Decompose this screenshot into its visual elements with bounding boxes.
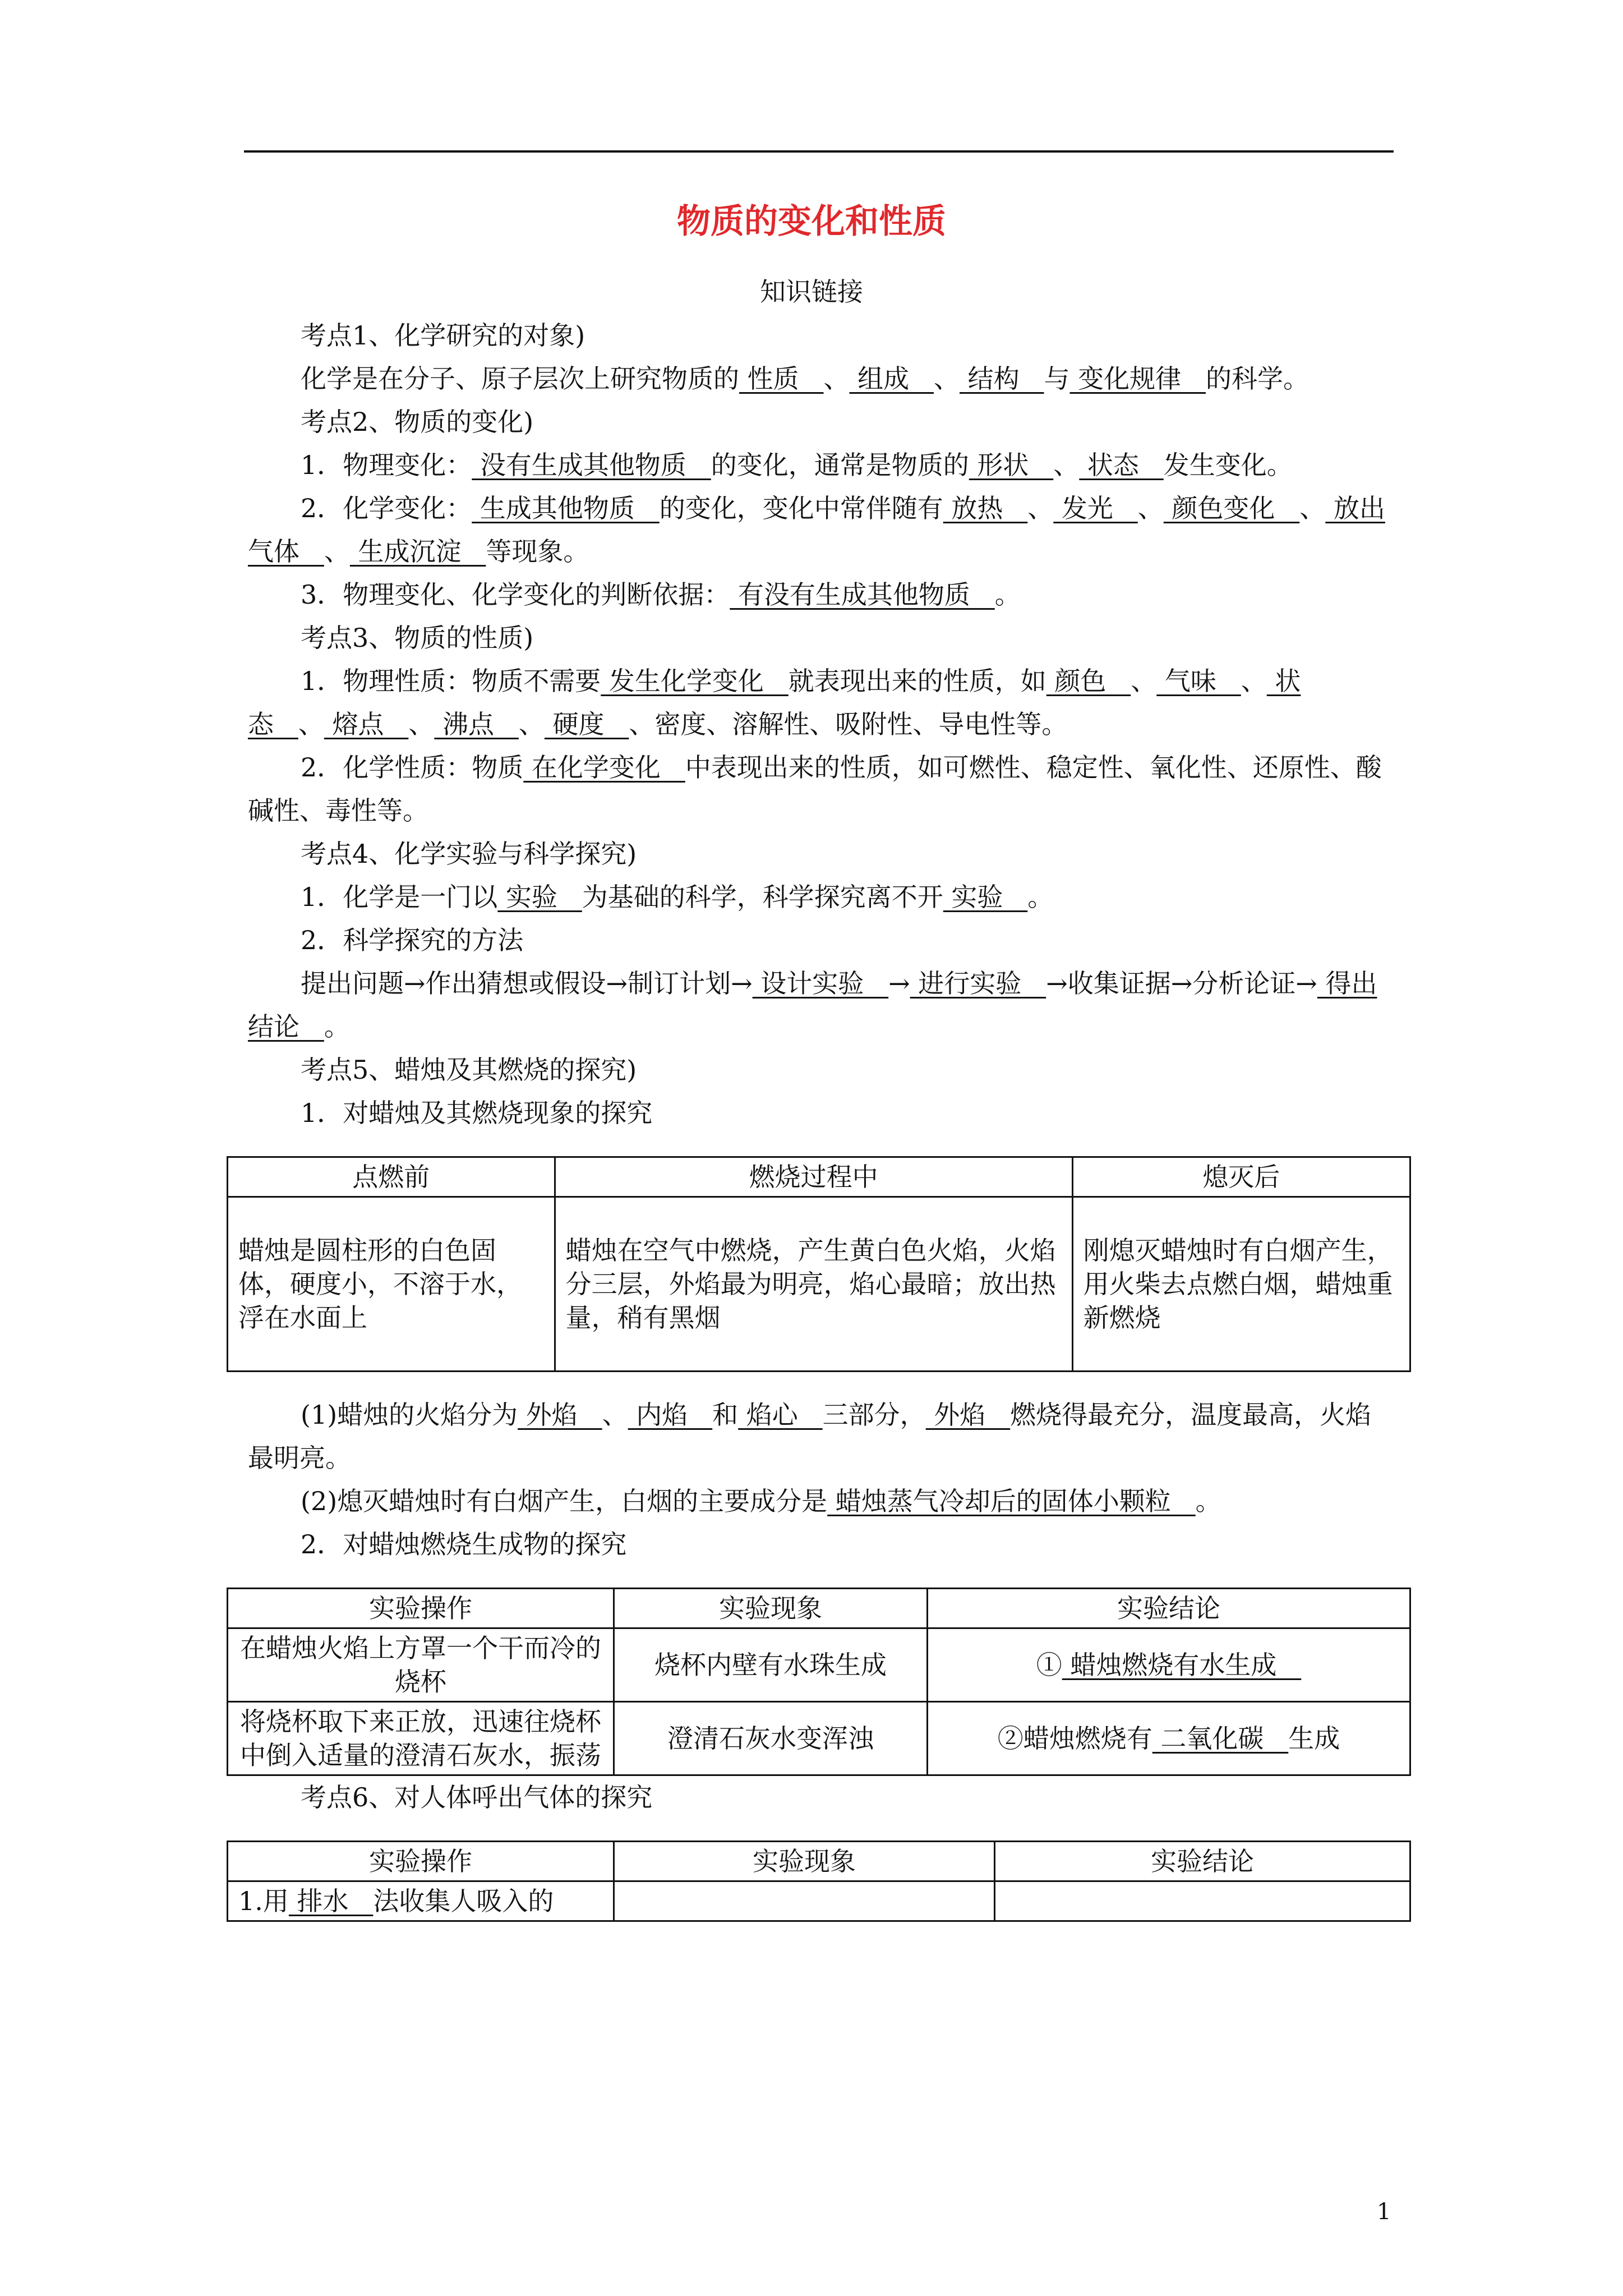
heading-k6: 考点6、对人体呼出气体的探究 bbox=[301, 1782, 653, 1812]
k2-line2: 2．化学变化： 生成其他物质 的变化，变化中常伴随有 放热 、 发光 、 颜色变化 、 放出气体 、 生成沉淀 等现象。 bbox=[248, 493, 1385, 567]
k3-line1: 1．物理性质：物质不需要 发生化学变化 就表现出来的性质，如 颜色 、 气味 、 状态 、 熔点 、 沸点 、 硬度 、密度、溶解性、吸附性、导电性等。 bbox=[248, 666, 1301, 739]
table-cell: ① 蜡烛燃烧有水生成 bbox=[928, 1628, 1410, 1702]
k4-line2: 2．科学探究的方法 bbox=[301, 925, 524, 955]
table-header: 实验结论 bbox=[928, 1589, 1410, 1628]
products-table bbox=[227, 1588, 1411, 1776]
table-header: 燃烧过程中 bbox=[555, 1157, 1072, 1197]
page-title: 物质的变化和性质 bbox=[677, 202, 946, 241]
header-rule bbox=[244, 150, 1394, 153]
section-subtitle: 知识链接 bbox=[760, 277, 863, 307]
k4-line3: 提出问题→作出猜想或假设→制订计划→ 设计实验 → 进行实验 →收集证据→分析论证→ 得出结论 。 bbox=[248, 968, 1377, 1042]
table-cell: 烧杯内壁有水珠生成 bbox=[614, 1628, 928, 1702]
k3-line2: 2．化学性质：物质 在化学变化 中表现出来的性质，如可燃性、稳定性、氧化性、还原性、酸碱性、毒性等。 bbox=[248, 752, 1382, 826]
heading-k3: 考点3、物质的性质) bbox=[301, 623, 534, 653]
table-cell: 蜡烛是圆柱形的白色固体，硬度小，不溶于水，浮在水面上 bbox=[228, 1197, 555, 1372]
table-header: 实验结论 bbox=[995, 1842, 1410, 1881]
heading-k5: 考点5、蜡烛及其燃烧的探究) bbox=[301, 1055, 637, 1085]
table-header: 实验现象 bbox=[614, 1842, 995, 1881]
breath-table bbox=[227, 1841, 1411, 1922]
candle-table bbox=[227, 1156, 1411, 1372]
k1-paragraph: 化学是在分子、原子层次上研究物质的 性质 、 组成 、 结构 与 变化规律 的科学。 bbox=[301, 364, 1309, 394]
heading-k1: 考点1、化学研究的对象) bbox=[301, 320, 585, 351]
table-cell bbox=[614, 1881, 995, 1921]
table-cell bbox=[995, 1881, 1410, 1921]
table-cell: 将烧杯取下来正放，迅速往烧杯中倒入适量的澄清石灰水，振荡 bbox=[228, 1702, 614, 1775]
table-cell: ②蜡烛燃烧有 二氧化碳 生成 bbox=[928, 1702, 1410, 1775]
k5-para1: (1)蜡烛的火焰分为 外焰 、 内焰 和 焰心 三部分， 外焰 燃烧得最充分，温度最高，火焰最明亮。 bbox=[248, 1400, 1372, 1473]
k5-line2: 2．对蜡烛燃烧生成物的探究 bbox=[301, 1529, 627, 1559]
table-header: 熄灭后 bbox=[1072, 1157, 1410, 1197]
table-header: 点燃前 bbox=[228, 1157, 555, 1197]
k4-line1: 1．化学是一门以 实验 为基础的科学，科学探究离不开 实验 。 bbox=[301, 882, 1054, 912]
table-cell: 澄清石灰水变浑浊 bbox=[614, 1702, 928, 1775]
table-cell: 在蜡烛火焰上方罩一个干而冷的烧杯 bbox=[228, 1628, 614, 1702]
table-header: 实验现象 bbox=[614, 1589, 928, 1628]
table-header: 实验操作 bbox=[228, 1589, 614, 1628]
heading-k2: 考点2、物质的变化) bbox=[301, 407, 534, 437]
table-header: 实验操作 bbox=[228, 1842, 614, 1881]
table-cell: 刚熄灭蜡烛时有白烟产生，用火柴去点燃白烟，蜡烛重新燃烧 bbox=[1072, 1197, 1410, 1372]
heading-k4: 考点4、化学实验与科学探究) bbox=[301, 839, 637, 869]
table-cell: 1.用 排水 法收集人吸入的 bbox=[228, 1881, 614, 1921]
document-body bbox=[238, 314, 1393, 1922]
k2-line1: 1．物理变化： 没有生成其他物质 的变化，通常是物质的 形状 、 状态 发生变化。 bbox=[301, 450, 1293, 480]
k5-line1: 1．对蜡烛及其燃烧现象的探究 bbox=[301, 1098, 653, 1128]
table-cell: 蜡烛在空气中燃烧，产生黄白色火焰，火焰分三层，外焰最为明亮，焰心最暗；放出热量，稍有黑烟 bbox=[555, 1197, 1072, 1372]
k2-line3: 3．物理变化、化学变化的判断依据： 有没有生成其他物质 。 bbox=[301, 579, 1021, 610]
k5-para2: (2)熄灭蜡烛时有白烟产生，白烟的主要成分是 蜡烛蒸气冷却后的固体小颗粒 。 bbox=[301, 1486, 1221, 1516]
